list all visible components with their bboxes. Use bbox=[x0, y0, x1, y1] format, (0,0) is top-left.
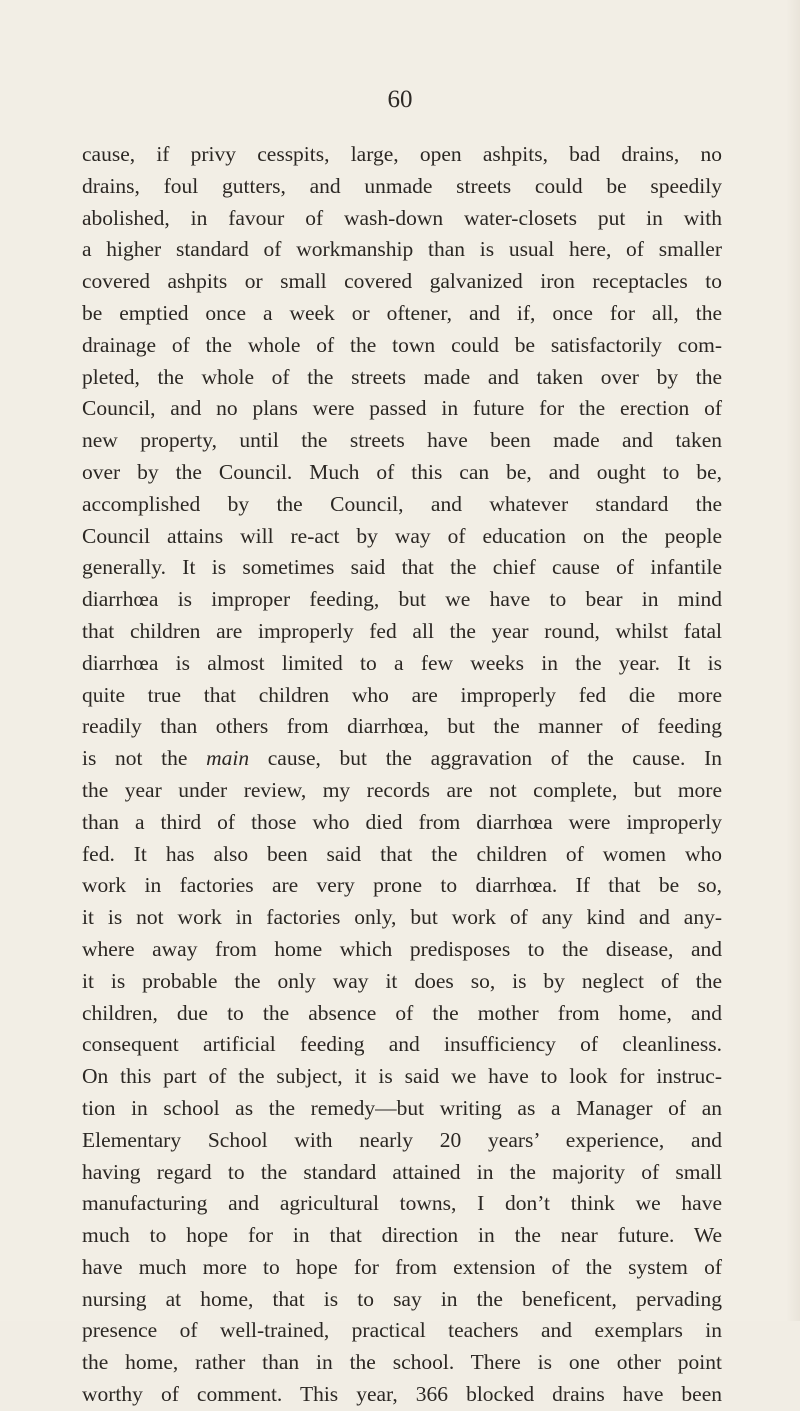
text-line bbox=[82, 616, 722, 648]
text-line bbox=[82, 743, 722, 775]
text-line-content: a higher standard of workmanship than is usual here, of smaller bbox=[82, 237, 722, 262]
emphasized-word: main bbox=[206, 746, 250, 771]
text-line-content: much to hope for in that direction in the near future. We bbox=[82, 1223, 722, 1248]
text-line bbox=[82, 1125, 722, 1157]
text-line bbox=[82, 807, 722, 839]
text-line-content: tion in school as the remedy—but writing as a Manager of an bbox=[82, 1095, 722, 1120]
text-line-content: is not the bbox=[82, 746, 207, 771]
text-line bbox=[82, 521, 722, 553]
text-line bbox=[82, 139, 722, 171]
text-line bbox=[82, 266, 722, 298]
text-line-content: have much more to hope for from extension of the system of bbox=[82, 1254, 722, 1279]
text-line bbox=[82, 1093, 722, 1125]
text-line bbox=[82, 902, 722, 934]
text-line bbox=[82, 839, 722, 871]
text-line-content: new property, until the streets have been made and taken bbox=[82, 428, 722, 453]
text-line bbox=[82, 171, 722, 203]
text-line-content: abolished, in favour of wash-down water-closets put in with bbox=[82, 205, 722, 230]
text-line-content: that children are improperly fed all the year round, whilst fatal bbox=[82, 618, 722, 643]
text-line-content: pleted, the whole of the streets made and taken over by the bbox=[82, 364, 722, 389]
scan-edge-shading bbox=[786, 0, 800, 1321]
text-line bbox=[82, 1220, 722, 1252]
text-line-content: over by the Council. Much of this can be, and ought to be, bbox=[82, 459, 722, 484]
text-line-content: fed. It has also been said that the children of women who bbox=[82, 841, 722, 866]
text-line bbox=[82, 775, 722, 807]
text-line bbox=[82, 1315, 722, 1347]
text-line bbox=[82, 934, 722, 966]
text-line bbox=[82, 393, 722, 425]
text-line-content: Council, and no plans were passed in future for the erection of bbox=[82, 396, 722, 421]
text-line-content: worthy of comment. This year, 366 blocked drains have been bbox=[82, 1382, 722, 1407]
text-line bbox=[82, 966, 722, 998]
text-line-content: diarrhœa is almost limited to a few weeks in the year. It is bbox=[82, 650, 722, 675]
text-line-continuation: cause, but the aggravation of the cause. In bbox=[249, 746, 722, 771]
text-line-content: cause, if privy cesspits, large, open ashpits, bad drains, no bbox=[82, 142, 722, 166]
page-number: 60 bbox=[387, 86, 413, 113]
text-line bbox=[82, 489, 722, 521]
text-line bbox=[82, 680, 722, 712]
text-line bbox=[82, 648, 722, 680]
text-line bbox=[82, 362, 722, 394]
text-line bbox=[82, 1252, 722, 1284]
text-line-content: accomplished by the Council, and whatever standard the bbox=[82, 491, 722, 516]
text-line-content: where away from home which predisposes to the disease, and bbox=[82, 936, 722, 961]
text-line-content: drains, foul gutters, and unmade streets could be speedily bbox=[82, 173, 722, 198]
text-line bbox=[82, 1061, 722, 1093]
text-line-content: children, due to the absence of the mother from home, and bbox=[82, 1000, 722, 1025]
text-line-content: On this part of the subject, it is said we have to look for instruc- bbox=[82, 1064, 722, 1089]
text-line-content: than a third of those who died from diarrhœa were improperly bbox=[82, 809, 722, 834]
text-line-content: be emptied once a week or oftener, and if, once for all, the bbox=[82, 300, 722, 325]
text-line bbox=[82, 203, 722, 235]
text-line bbox=[82, 1157, 722, 1189]
text-line-content: it is probable the only way it does so, is by neglect of the bbox=[82, 968, 722, 993]
text-line-content: consequent artificial feeding and insufficiency of cleanliness. bbox=[82, 1032, 722, 1057]
text-line bbox=[82, 870, 722, 902]
text-line bbox=[82, 998, 722, 1030]
text-line bbox=[82, 552, 722, 584]
text-line bbox=[82, 584, 722, 616]
text-line-content: having regard to the standard attained in the majority of small bbox=[82, 1159, 722, 1184]
text-line-content: readily than others from diarrhœa, but the manner of feeding bbox=[82, 714, 722, 739]
text-line bbox=[82, 1188, 722, 1220]
text-line bbox=[82, 298, 722, 330]
text-line bbox=[82, 1347, 722, 1379]
text-line-content: drainage of the whole of the town could be satisfactorily com- bbox=[82, 332, 722, 357]
text-line-content: generally. It is sometimes said that the chief cause of infantile bbox=[82, 555, 722, 580]
text-line-content: manufacturing and agricultural towns, I don’t think we have bbox=[82, 1191, 722, 1216]
body-paragraph bbox=[82, 139, 722, 1411]
text-line bbox=[82, 711, 722, 743]
text-line bbox=[82, 1029, 722, 1061]
text-line bbox=[82, 234, 722, 266]
text-line-content: it is not work in factories only, but work of any kind and any- bbox=[82, 905, 722, 930]
text-line-content: nursing at home, that is to say in the beneficent, pervading bbox=[82, 1286, 722, 1311]
text-line-content: presence of well-trained, practical teachers and exemplars in bbox=[82, 1318, 722, 1343]
text-line-content: quite true that children who are improperly fed die more bbox=[82, 682, 722, 707]
text-line-content: Elementary School with nearly 20 years’ experience, and bbox=[82, 1127, 722, 1152]
text-line-content: work in factories are very prone to diarrhœa. If that be so, bbox=[82, 873, 722, 898]
text-line-content: the home, rather than in the school. There is one other point bbox=[82, 1350, 722, 1375]
text-line bbox=[82, 425, 722, 457]
text-line-content: covered ashpits or small covered galvanized iron receptacles to bbox=[82, 269, 722, 294]
text-line bbox=[82, 330, 722, 362]
text-line bbox=[82, 457, 722, 489]
text-line-content: Council attains will re-act by way of education on the people bbox=[82, 523, 722, 548]
text-line bbox=[82, 1379, 722, 1411]
text-line-content: the year under review, my records are not complete, but more bbox=[82, 777, 722, 802]
text-line-content: diarrhœa is improper feeding, but we have to bear in mind bbox=[82, 587, 722, 612]
text-line bbox=[82, 1284, 722, 1316]
